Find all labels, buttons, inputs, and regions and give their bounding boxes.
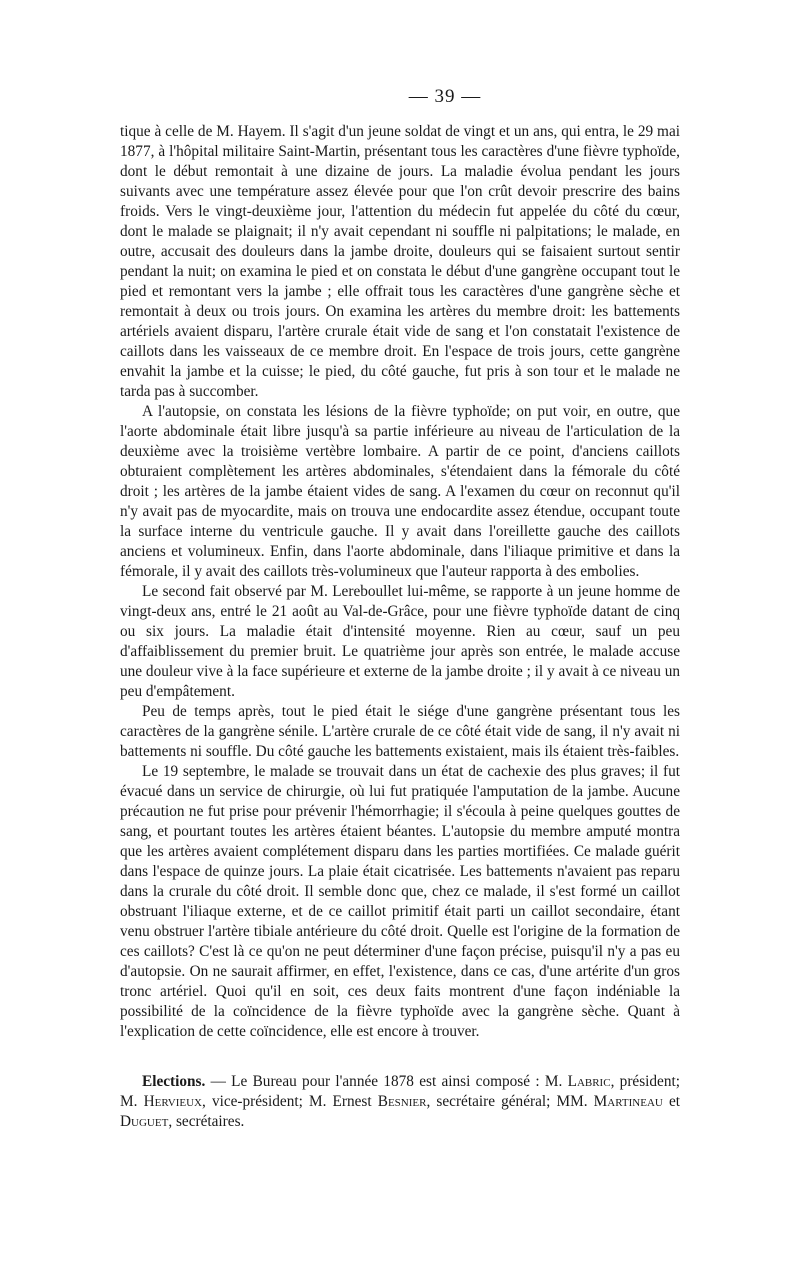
elections-text-1: — Le Bureau pour l'année 1878 est ainsi composé : M. bbox=[205, 1073, 568, 1090]
elections-text-6: , secrétaires. bbox=[168, 1113, 245, 1130]
page-number: — 39 — bbox=[408, 86, 482, 107]
elections-name-labric: Labric bbox=[567, 1073, 611, 1090]
paragraph-autopsy: A l'autopsie, on constata les lésions de la fièvre typhoïde; on put voir, en outre, que l'aorte abdominale était libre jusqu'à sa partie inférieure au niveau de l'articulation de la deuxième avec la troisième vertèbre lombaire. A partir de ce point, d'anciens caillots obturaient complètement les artères abdominales, s'étendaient dans la fémorale du côté droit ; les artères de la jambe étaient vides de sang. A l'examen du cœur on reconnut qu'il n'y avait pas de myocardite, mais on trouva une endocardite assez étendue, occupant toute la surface interne du ventricule gauche. Il y avait dans l'oreillette gauche des caillots anciens et volumineux. Enfin, dans l'aorte abdominale, dans l'iliaque primitive et dans la fémorale, il y avait des caillots très-volumineux que l'auteur rapporta à des embolies. bbox=[120, 403, 680, 580]
elections-name-besnier: Besnier bbox=[377, 1093, 427, 1110]
elections-text-2: , président; M. bbox=[120, 1073, 680, 1110]
paragraph-case-one: tique à celle de M. Hayem. Il s'agit d'un jeune soldat de vingt et un ans, qui entra, le 29 mai 1877, à l'hôpital militaire Saint-Martin, présentant tous les caractères d'une fièvre typhoïde, dont le début remontait à une dizaine de jours. La maladie évolua pendant les jours suivants avec une température assez élevée pour que l'on crût devoir prescrire des bains froids. Vers le vingt-deuxième jour, l'attention du médecin fut appelée du côté du cœur, dont le malade se plaignait; il n'y avait cependant ni souffle ni palpitations; le malade, en outre, accusait des douleurs dans la jambe droite, douleurs qui se faisaient surtout sentir pendant la nuit; on examina le pied et on constata le début d'une gangrène occupant tout le pied et remontant vers la jambe ; elle offrait tous les caractères d'une gangrène sèche et remontait à deux ou trois jours. On examina les artères du membre droit: les battements artériels avaient disparu, l'artère crurale était vide de sang et l'on constatait l'existence de caillots dans les vaisseaux de ce membre droit. En l'espace de trois jours, cette gangrène envahit la jambe et la cuisse; le pied, du côté gauche, fut pris à son tour et le malade ne tarda pas à succomber. bbox=[120, 123, 680, 400]
page-body bbox=[120, 86, 680, 1132]
section-spacer bbox=[120, 1042, 680, 1072]
elections-name-hervieux: Hervieux bbox=[143, 1093, 202, 1110]
paragraph-september: Le 19 septembre, le malade se trouvait dans un état de cachexie des plus graves; il fut évacué dans un service de chirurgie, où lui fut pratiquée l'amputation de la jambe. Aucune précaution ne fut prise pour prévenir l'hémorrhagie; il s'écoula à peine quelques gouttes de sang, et pourtant toutes les artères étaient béantes. L'autopsie du membre amputé montra que les artères avaient complétement disparu dans les parties mortifiées. Ce malade guérit dans l'espace de quinze jours. La plaie était cicatrisée. Les battements n'avaient pas reparu dans la crurale du côté droit. Il semble donc que, chez ce malade, il s'est formé un caillot obstruant l'iliaque externe, et de ce caillot primitif était parti un caillot secondaire, étant venu obstruer l'artère tibiale antérieure du côté droit. Quelle est l'origine de la formation de ces caillots? C'est là ce qu'on ne peut déterminer d'une façon précise, puisqu'il n'y a pas eu d'autopsie. On ne saurait affirmer, en effet, l'existence, dans ce cas, d'une artérite d'un gros tronc artériel. Quoi qu'il en soit, ces deux faits montrent d'une façon indéniable la possibilité de la coïncidence de la fièvre typhoïde avec la gangrène sèche. Quant à l'explication de cette coïncidence, elle est encore à trouver. bbox=[120, 763, 680, 1040]
elections-paragraph bbox=[120, 1072, 680, 1132]
elections-name-duguet: Duguet bbox=[120, 1113, 169, 1130]
paragraph-second-case: Le second fait observé par M. Lereboullet lui-même, se rapporte à un jeune homme de vingt-deux ans, entré le 21 août au Val-de-Grâce, pour une fièvre typhoïde datant de cinq ou six jours. La maladie était d'intensité moyenne. Rien au cœur, sauf un peu d'affaiblissement du premier bruit. Le quatrième jour après son entrée, le malade accuse une douleur vive à la face supérieure et externe de la jambe droite ; il y avait à ce niveau un peu d'empâtement. bbox=[120, 583, 680, 700]
paragraph-gangrene: Peu de temps après, tout le pied était le siége d'une gangrène présentant tous les caractères de la gangrène sénile. L'artère crurale de ce côté était vide de sang, il n'y avait ni battements ni souffle. Du côté gauche les battements existaient, mais ils étaient très-faibles. bbox=[120, 703, 680, 760]
elections-text-5: et bbox=[662, 1093, 680, 1110]
elections-text-3: , vice-président; M. Ernest bbox=[202, 1093, 378, 1110]
elections-name-martineau: Martineau bbox=[593, 1093, 663, 1110]
elections-heading: Elections. bbox=[142, 1073, 206, 1090]
elections-text-4: , secrétaire général; MM. bbox=[426, 1093, 594, 1110]
